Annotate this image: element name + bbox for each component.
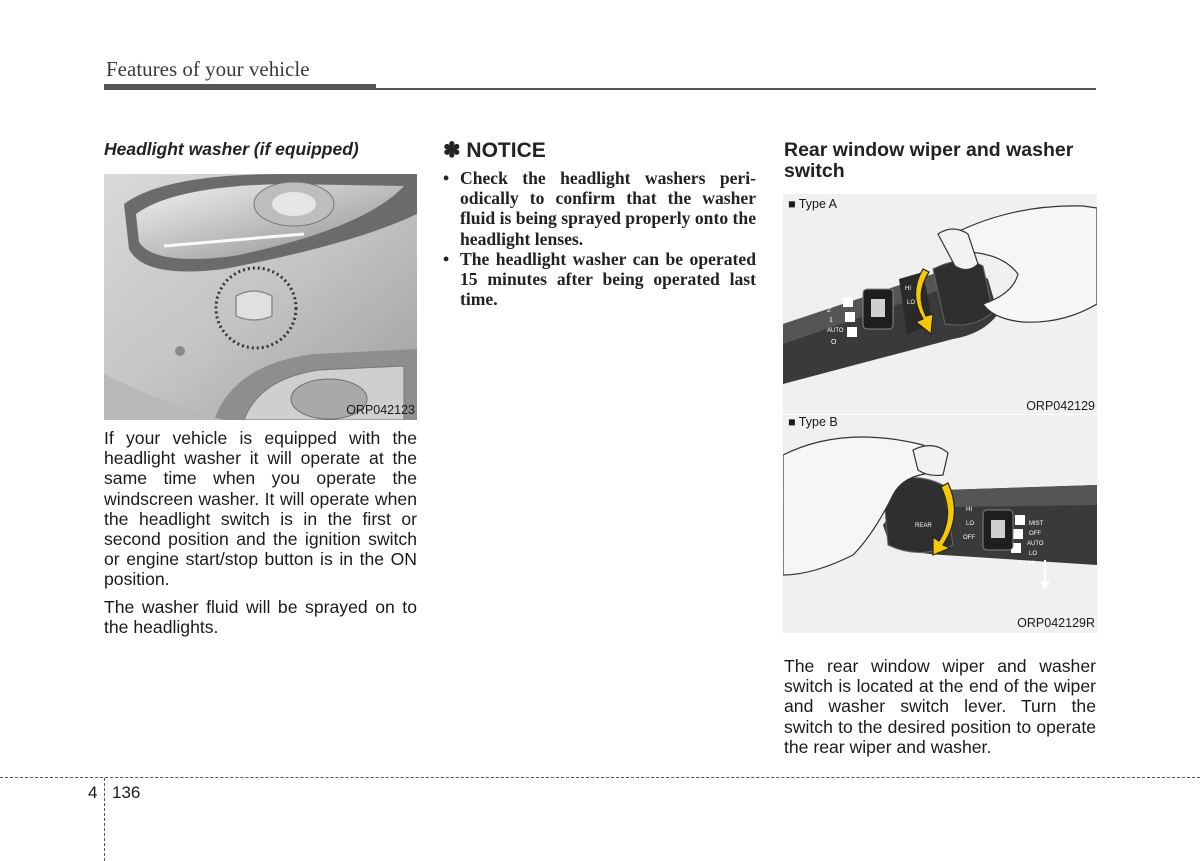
figure-code-type-b: ORP042129R: [1017, 616, 1095, 630]
switch-label-1: 1: [829, 317, 833, 324]
switch-label-lo: LO: [907, 300, 916, 306]
notice-title: ✽ NOTICE: [443, 139, 546, 162]
switch-label-auto: AUTO: [1027, 541, 1044, 547]
figure-code-headlight: ORP042123: [346, 403, 415, 417]
switch-label-auto: AUTO: [827, 328, 844, 334]
notice-item-text: Check the headlight washers periodically to confirm that the washer fluid is being sprayed properly onto the headlight lenses.: [460, 168, 756, 249]
footer-rule: [0, 777, 1200, 778]
rear-wiper-paragraph: The rear window wiper and washer switch is located at the end of the wiper and washer switch lever. Turn the switch to the desired position to operate the rear wiper and washer.: [784, 656, 1096, 757]
headlight-washer-figure: [104, 174, 417, 420]
rear-wiper-body: [784, 656, 1096, 764]
figure-type-b-label: ■ Type B: [788, 415, 838, 429]
notice-item: [443, 168, 756, 249]
header-rule-thin: [376, 88, 1096, 90]
headlight-washer-paragraph: If your vehicle is equipped with the headlight washer it will operate at the same time when you operate the windscreen washer. It will operate when the headlight switch is in the first or second position and the ignition switch or engine start/stop button is in the ON position.: [104, 428, 417, 590]
page-number: 136: [112, 783, 141, 802]
switch-label-rear: REAR: [915, 523, 932, 529]
header-rule-thick: [104, 84, 376, 90]
chapter-number: 4: [88, 783, 98, 802]
switch-label-2: 2: [827, 307, 831, 314]
headlight-washer-body: [104, 428, 417, 644]
rear-wiper-heading: Rear window wiper and washer switch: [784, 139, 1074, 182]
switch-label-mist: MIST: [1029, 521, 1044, 527]
switch-label-o: O: [831, 339, 837, 346]
notice-item-text: The headlight washer can be operated 15 minutes after being operated last time.: [460, 248, 756, 310]
wiper-switch-type-a-illustration: [783, 194, 1097, 416]
notice-bullet: •: [443, 248, 450, 269]
switch-label-lo: LO: [1029, 551, 1038, 557]
headlight-washer-paragraph: The washer fluid will be sprayed on to the headlights.: [104, 596, 417, 637]
figure-type-a-label: ■ Type A: [788, 197, 838, 211]
running-header: Features of your vehicle: [106, 57, 310, 81]
switch-label-off: OFF: [963, 535, 975, 541]
footer-vertical-rule: [104, 778, 105, 861]
switch-label-lo: LO: [966, 521, 975, 527]
figure-code-type-a: ORP042129: [1026, 399, 1095, 413]
switch-label-hi: HI: [1029, 561, 1035, 567]
notice-list: [443, 168, 756, 309]
switch-label-hi: HI: [905, 286, 911, 292]
headlight-washer-illustration: [104, 174, 417, 420]
headlight-washer-subheading: Headlight washer (if equipped): [104, 139, 359, 159]
notice-item: [443, 249, 756, 310]
wiper-switch-type-b-illustration: [783, 415, 1097, 633]
notice-bullet: •: [443, 168, 450, 188]
rear-wiper-figure-type-b: [783, 414, 1097, 633]
switch-label-hi: HI: [966, 507, 972, 513]
rear-wiper-figure-type-a: [783, 194, 1097, 416]
switch-label-off: OFF: [1029, 531, 1041, 537]
